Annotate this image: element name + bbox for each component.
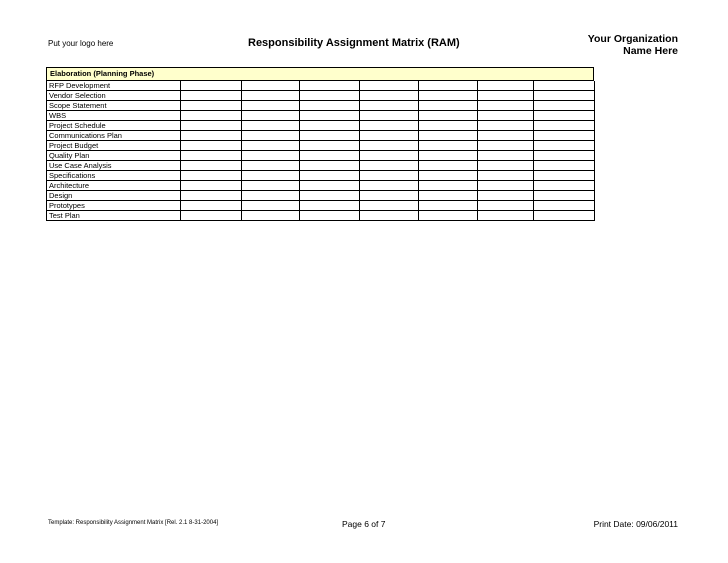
assignment-cell <box>419 151 478 161</box>
row-label: Design <box>47 191 181 201</box>
assignment-cell <box>181 141 242 151</box>
assignment-cell <box>534 121 595 131</box>
matrix-table <box>46 81 595 221</box>
assignment-cell <box>478 201 534 211</box>
assignment-cell <box>242 171 300 181</box>
assignment-cell <box>360 211 419 221</box>
org-name-line2: Name Here <box>623 45 678 57</box>
assignment-cell <box>300 191 360 201</box>
row-label: Test Plan <box>47 211 181 221</box>
ram-matrix <box>46 67 594 221</box>
table-row <box>47 91 595 101</box>
assignment-cell <box>478 111 534 121</box>
row-label: Project Budget <box>47 141 181 151</box>
assignment-cell <box>300 171 360 181</box>
assignment-cell <box>360 81 419 91</box>
assignment-cell <box>242 81 300 91</box>
assignment-cell <box>242 131 300 141</box>
assignment-cell <box>419 201 478 211</box>
assignment-cell <box>181 131 242 141</box>
assignment-cell <box>360 151 419 161</box>
assignment-cell <box>360 131 419 141</box>
assignment-cell <box>300 101 360 111</box>
assignment-cell <box>478 171 534 181</box>
assignment-cell <box>478 91 534 101</box>
row-label: Architecture <box>47 181 181 191</box>
assignment-cell <box>181 211 242 221</box>
page-number: Page 6 of 7 <box>342 519 386 529</box>
table-row <box>47 161 595 171</box>
assignment-cell <box>300 201 360 211</box>
assignment-cell <box>360 141 419 151</box>
assignment-cell <box>242 191 300 201</box>
assignment-cell <box>300 81 360 91</box>
assignment-cell <box>534 151 595 161</box>
assignment-cell <box>242 211 300 221</box>
assignment-cell <box>300 151 360 161</box>
assignment-cell <box>419 161 478 171</box>
assignment-cell <box>242 141 300 151</box>
assignment-cell <box>300 141 360 151</box>
assignment-cell <box>419 171 478 181</box>
print-date: Print Date: 09/06/2011 <box>593 519 678 529</box>
assignment-cell <box>300 211 360 221</box>
assignment-cell <box>478 141 534 151</box>
template-info: Template: Responsibility Assignment Matrix [Rel. 2.1 8-31-2004] <box>48 520 219 526</box>
assignment-cell <box>360 121 419 131</box>
assignment-cell <box>360 111 419 121</box>
assignment-cell <box>181 201 242 211</box>
assignment-cell <box>181 161 242 171</box>
assignment-cell <box>181 101 242 111</box>
table-row <box>47 81 595 91</box>
table-row <box>47 181 595 191</box>
assignment-cell <box>534 211 595 221</box>
assignment-cell <box>242 121 300 131</box>
assignment-cell <box>181 91 242 101</box>
table-row <box>47 211 595 221</box>
assignment-cell <box>360 91 419 101</box>
assignment-cell <box>478 191 534 201</box>
assignment-cell <box>419 131 478 141</box>
row-label: Project Schedule <box>47 121 181 131</box>
phase-header: Elaboration (Planning Phase) <box>46 67 594 81</box>
assignment-cell <box>478 181 534 191</box>
assignment-cell <box>242 161 300 171</box>
assignment-cell <box>242 111 300 121</box>
table-row <box>47 131 595 141</box>
assignment-cell <box>242 151 300 161</box>
row-label: WBS <box>47 111 181 121</box>
assignment-cell <box>478 131 534 141</box>
assignment-cell <box>419 191 478 201</box>
table-row <box>47 101 595 111</box>
org-name-line1: Your Organization <box>587 33 678 45</box>
assignment-cell <box>534 161 595 171</box>
table-row <box>47 141 595 151</box>
assignment-cell <box>360 181 419 191</box>
assignment-cell <box>419 211 478 221</box>
assignment-cell <box>300 181 360 191</box>
assignment-cell <box>242 201 300 211</box>
assignment-cell <box>419 141 478 151</box>
assignment-cell <box>242 91 300 101</box>
assignment-cell <box>300 161 360 171</box>
assignment-cell <box>300 111 360 121</box>
table-row <box>47 111 595 121</box>
assignment-cell <box>534 181 595 191</box>
assignment-cell <box>534 191 595 201</box>
assignment-cell <box>478 101 534 111</box>
assignment-cell <box>181 151 242 161</box>
assignment-cell <box>300 91 360 101</box>
organization-name <box>588 33 678 57</box>
assignment-cell <box>419 181 478 191</box>
row-label: Specifications <box>47 171 181 181</box>
row-label: Communications Plan <box>47 131 181 141</box>
table-row <box>47 151 595 161</box>
assignment-cell <box>360 171 419 181</box>
assignment-cell <box>419 111 478 121</box>
assignment-cell <box>181 111 242 121</box>
assignment-cell <box>534 91 595 101</box>
assignment-cell <box>300 121 360 131</box>
table-row <box>47 121 595 131</box>
assignment-cell <box>478 81 534 91</box>
assignment-cell <box>360 101 419 111</box>
assignment-cell <box>534 171 595 181</box>
table-row <box>47 171 595 181</box>
table-row <box>47 201 595 211</box>
assignment-cell <box>419 81 478 91</box>
assignment-cell <box>534 101 595 111</box>
row-label: Vendor Selection <box>47 91 181 101</box>
row-label: Quality Plan <box>47 151 181 161</box>
assignment-cell <box>534 201 595 211</box>
assignment-cell <box>300 131 360 141</box>
assignment-cell <box>534 131 595 141</box>
assignment-cell <box>419 91 478 101</box>
table-row <box>47 191 595 201</box>
assignment-cell <box>360 161 419 171</box>
assignment-cell <box>534 111 595 121</box>
assignment-cell <box>478 121 534 131</box>
row-label: Prototypes <box>47 201 181 211</box>
assignment-cell <box>478 211 534 221</box>
assignment-cell <box>242 101 300 111</box>
logo-placeholder: Put your logo here <box>48 39 114 48</box>
assignment-cell <box>181 171 242 181</box>
row-label: Scope Statement <box>47 101 181 111</box>
assignment-cell <box>534 141 595 151</box>
assignment-cell <box>181 191 242 201</box>
assignment-cell <box>242 181 300 191</box>
assignment-cell <box>419 101 478 111</box>
assignment-cell <box>360 201 419 211</box>
assignment-cell <box>181 181 242 191</box>
assignment-cell <box>181 121 242 131</box>
assignment-cell <box>478 151 534 161</box>
assignment-cell <box>534 81 595 91</box>
assignment-cell <box>181 81 242 91</box>
row-label: Use Case Analysis <box>47 161 181 171</box>
row-label: RFP Development <box>47 81 181 91</box>
assignment-cell <box>360 191 419 201</box>
assignment-cell <box>478 161 534 171</box>
assignment-cell <box>419 121 478 131</box>
page-title: Responsibility Assignment Matrix (RAM) <box>248 37 460 49</box>
